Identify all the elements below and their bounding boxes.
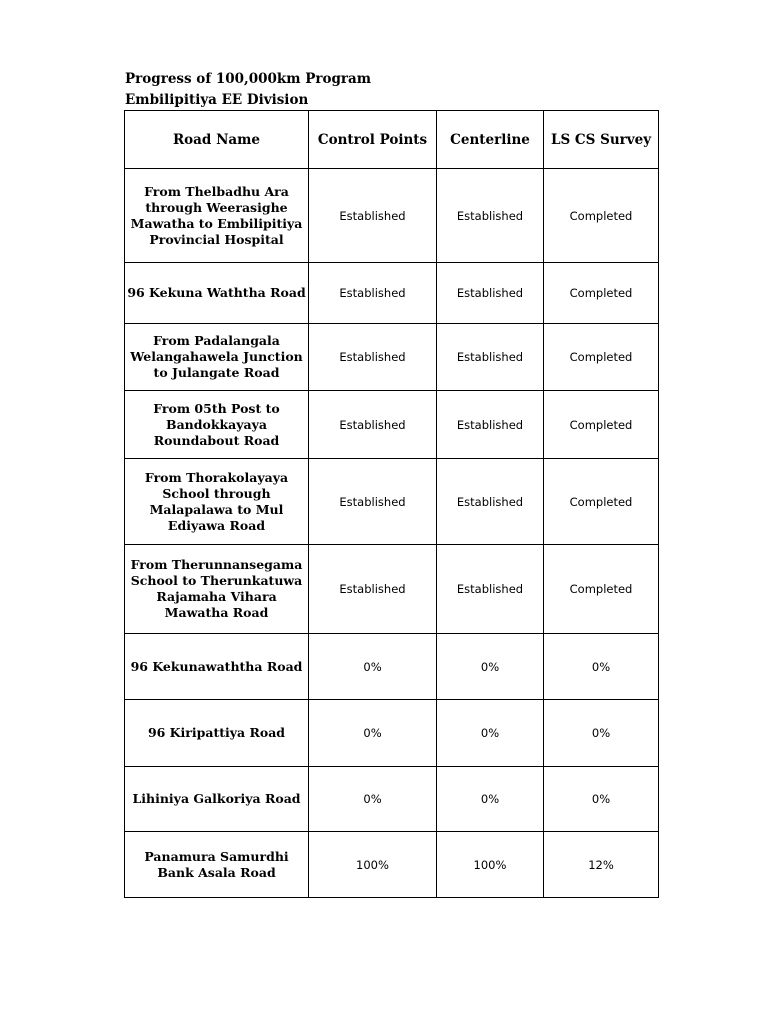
road-name-cell: Panamura Samurdhi Bank Asala Road [125,832,309,898]
centerline-cell: Established [437,263,544,324]
centerline-cell: 0% [437,767,544,832]
road-name-cell: From Thelbadhu Ara through Weerasighe Mawatha to Embilipitiya Provincial Hospital [125,169,309,263]
column-header-control-points: Control Points [309,111,437,169]
centerline-cell: Established [437,324,544,391]
ls-cs-survey-cell: Completed [544,324,659,391]
table-row [125,700,659,767]
table-row [125,169,659,263]
ls-cs-survey-cell: Completed [544,545,659,634]
road-name-cell: 96 Kekuna Waththa Road [125,263,309,324]
control-points-cell: 0% [309,767,437,832]
control-points-cell: 100% [309,832,437,898]
control-points-cell: Established [309,459,437,545]
control-points-cell: Established [309,169,437,263]
ls-cs-survey-cell: 0% [544,700,659,767]
road-name-cell: 96 Kekunawaththa Road [125,634,309,700]
control-points-cell: Established [309,545,437,634]
control-points-cell: Established [309,263,437,324]
column-header-centerline: Centerline [437,111,544,169]
control-points-cell: Established [309,324,437,391]
progress-table [124,110,659,898]
control-points-cell: 0% [309,700,437,767]
table-header-row [125,111,659,169]
table-row [125,634,659,700]
table-row [125,459,659,545]
control-points-cell: 0% [309,634,437,700]
table-row [125,832,659,898]
ls-cs-survey-cell: Completed [544,263,659,324]
table-row [125,767,659,832]
centerline-cell: Established [437,459,544,545]
table-row [125,324,659,391]
ls-cs-survey-cell: Completed [544,391,659,459]
centerline-cell: 0% [437,634,544,700]
ls-cs-survey-cell: 0% [544,634,659,700]
table-row [125,391,659,459]
centerline-cell: Established [437,169,544,263]
road-name-cell: From Padalangala Welangahawela Junction to Julangate Road [125,324,309,391]
ls-cs-survey-cell: 12% [544,832,659,898]
column-header-ls-cs-survey: LS CS Survey [544,111,659,169]
road-name-cell: From Thorakolayaya School through Malapalawa to Mul Ediyawa Road [125,459,309,545]
table-row [125,263,659,324]
table-row [125,545,659,634]
centerline-cell: 0% [437,700,544,767]
road-name-cell: 96 Kiripattiya Road [125,700,309,767]
road-name-cell: From Therunnansegama School to Therunkatuwa Rajamaha Vihara Mawatha Road [125,545,309,634]
ls-cs-survey-cell: Completed [544,459,659,545]
column-header-road-name: Road Name [125,111,309,169]
road-name-cell: From 05th Post to Bandokkayaya Roundabout Road [125,391,309,459]
centerline-cell: Established [437,545,544,634]
centerline-cell: Established [437,391,544,459]
control-points-cell: Established [309,391,437,459]
road-name-cell: Lihiniya Galkoriya Road [125,767,309,832]
ls-cs-survey-cell: 0% [544,767,659,832]
document-title: Progress of 100,000km Program [125,71,372,87]
ls-cs-survey-cell: Completed [544,169,659,263]
centerline-cell: 100% [437,832,544,898]
document-subtitle: Embilipitiya EE Division [125,92,309,108]
